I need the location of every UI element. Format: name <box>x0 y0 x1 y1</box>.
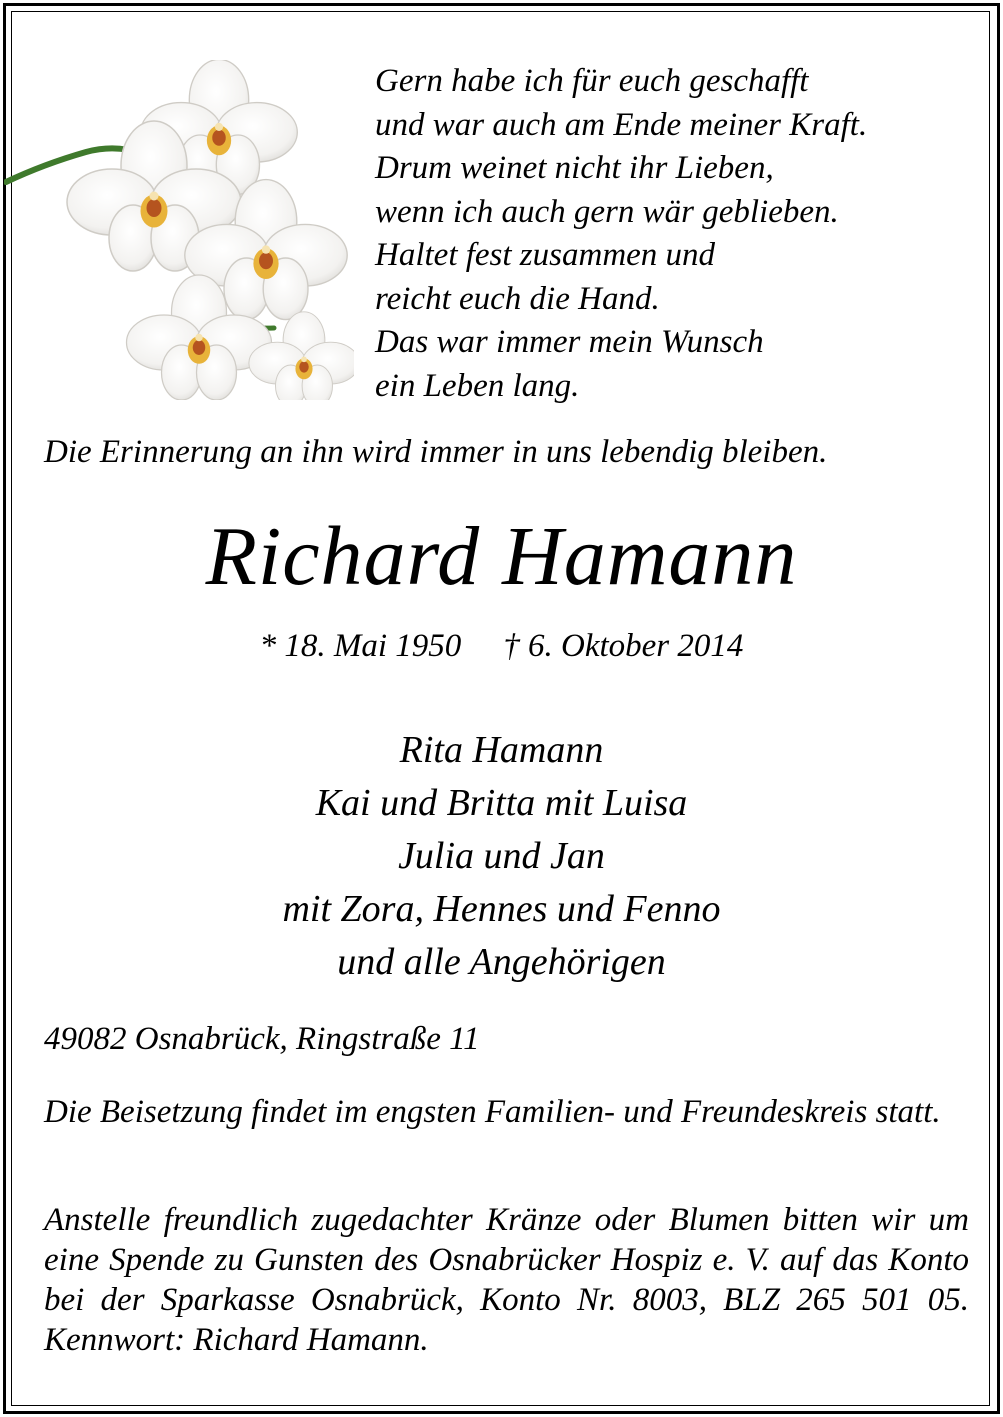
poem <box>375 60 867 408</box>
poem-line: Gern habe ich für euch geschafft <box>375 63 809 99</box>
deceased-name: Richard Hamann <box>205 510 798 603</box>
memory-line: Die Erinnerung an ihn wird immer in uns lebendig bleiben. <box>44 434 828 470</box>
poem-line: Haltet fest zusammen und <box>375 237 716 273</box>
address: 49082 Osnabrück, Ringstraße 11 <box>44 1021 480 1057</box>
orchid-flower-icon <box>4 60 354 400</box>
poem-line: reicht euch die Hand. <box>375 280 660 317</box>
mourners-list <box>0 724 1003 989</box>
donation-note: Anstelle freundlich zugedachter Kränze oder Blumen bitten wir um eine Spende zu Gunsten des Osnabrücker Hospiz e. V. auf das Konto bei der Sparkasse Osnabrück, Konto Nr. 8003, BLZ 265 501 05. Kennwort: Richard Hamann. <box>44 1202 969 1358</box>
burial-note: Die Beisetzung findet im engsten Familien- und Freundeskreis statt. <box>44 1094 941 1130</box>
mourner: Kai und Britta mit Luisa <box>315 782 688 824</box>
poem-line: wenn ich auch gern wär geblieben. <box>375 193 839 230</box>
mourner: und alle Angehörigen <box>337 941 666 983</box>
mourner: Rita Hamann <box>399 729 604 771</box>
mourner: Julia und Jan <box>398 835 605 877</box>
poem-line: Drum weinet nicht ihr Lieben, <box>375 150 774 186</box>
poem-line: Das war immer mein Wunsch <box>375 324 764 360</box>
life-dates <box>0 628 1003 665</box>
poem-line: ein Leben lang. <box>375 367 580 404</box>
mourner: mit Zora, Hennes und Fenno <box>282 888 721 930</box>
death-date: † 6. Oktober 2014 <box>503 628 744 664</box>
birth-date: * 18. Mai 1950 <box>259 628 462 664</box>
poem-line: und war auch am Ende meiner Kraft. <box>375 106 868 143</box>
